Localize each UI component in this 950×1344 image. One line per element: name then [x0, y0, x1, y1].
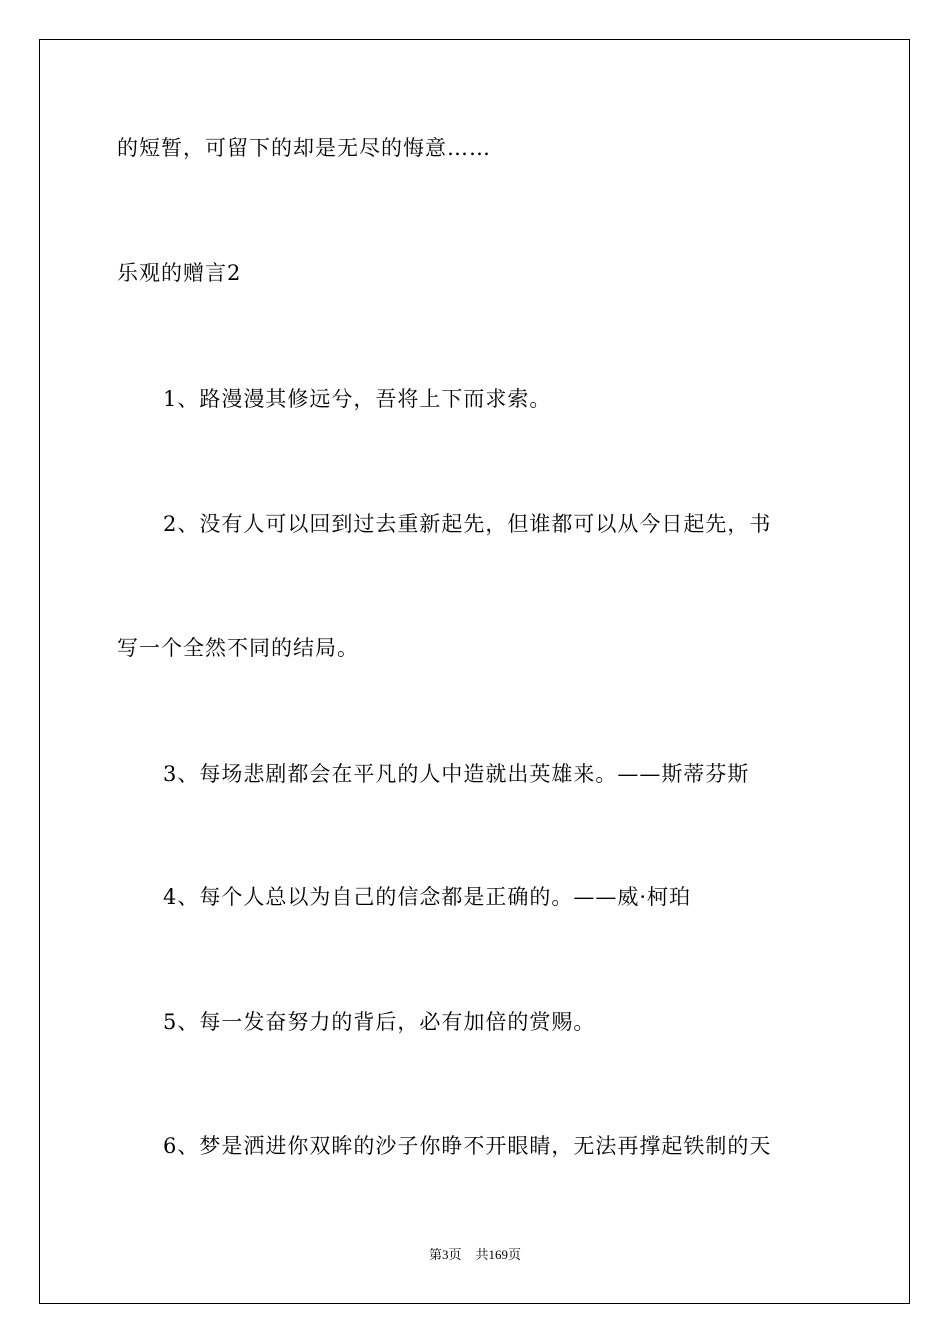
- quote-1: 1、路漫漫其修远兮，吾将上下而求索。: [163, 387, 552, 411]
- quote-6-line-1: 6、梦是洒进你双眸的沙子你睁不开眼睛，无法再撑起铁制的天: [163, 1134, 772, 1158]
- page-footer: [0, 1246, 950, 1264]
- quote-5: 5、每一发奋努力的背后，必有加倍的赏赐。: [163, 1010, 596, 1034]
- text-line-1: 的短暂，可留下的却是无尽的悔意……: [117, 136, 491, 160]
- quote-2-line-1: 2、没有人可以回到过去重新起先，但谁都可以从今日起先，书: [163, 512, 772, 536]
- quote-2-line-2: 写一个全然不同的结局。: [117, 636, 359, 660]
- page-number: 第3页: [428, 1247, 462, 1262]
- total-pages: 共169页: [475, 1247, 522, 1262]
- section-heading: 乐观的赠言2: [117, 261, 242, 285]
- quote-3: 3、每场悲剧都会在平凡的人中造就出英雄来。——斯蒂芬斯: [163, 762, 750, 786]
- quote-4: 4、每个人总以为自己的信念都是正确的。——威·柯珀: [163, 885, 692, 909]
- page-border: [39, 39, 910, 1304]
